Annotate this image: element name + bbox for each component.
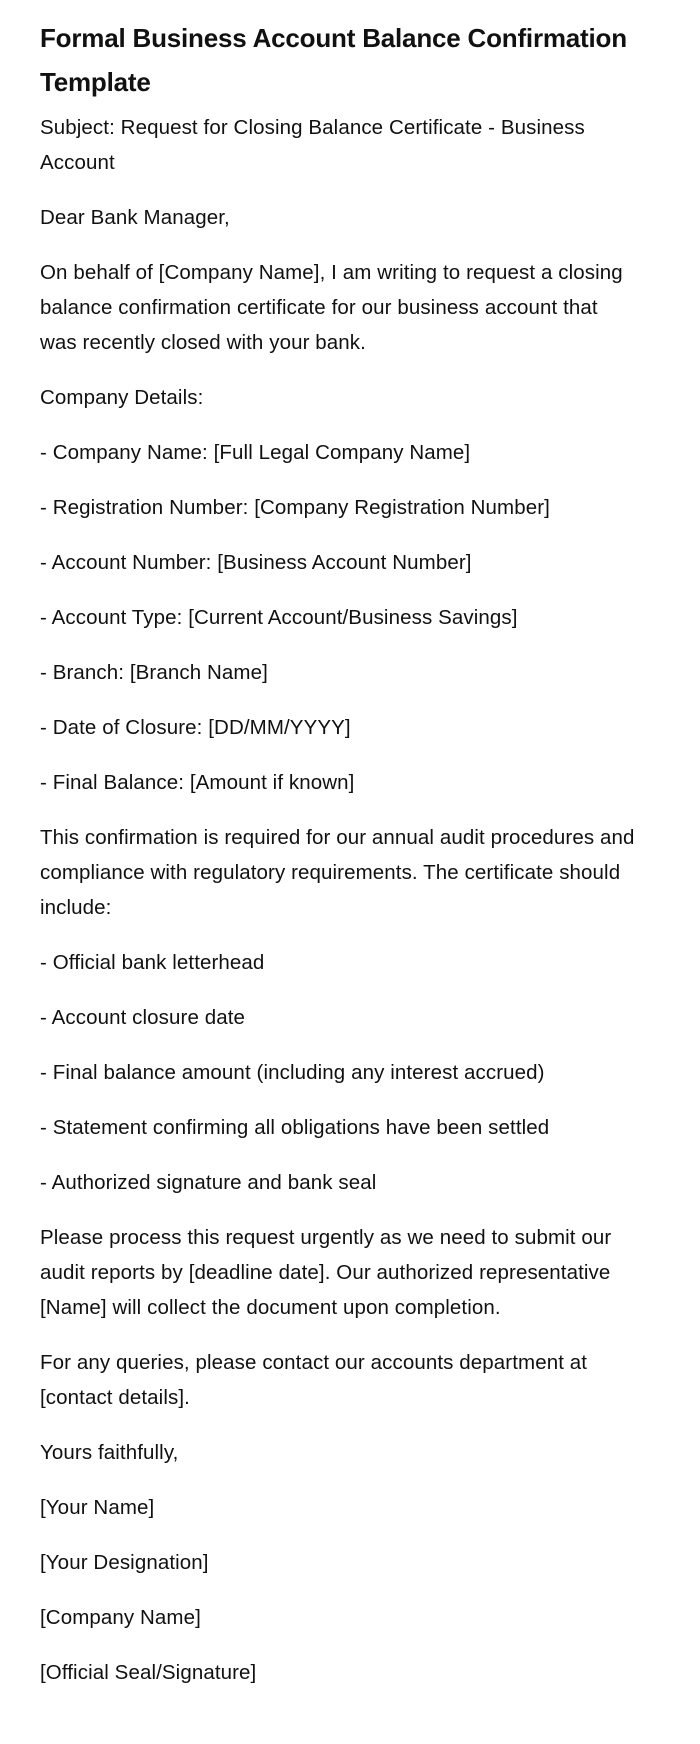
company-details-list xyxy=(40,435,640,800)
urgency-paragraph: Please process this request urgently as we need to submit our audit reports by [deadline date]. Our authorized representative [Name] will collect the document upon completion. xyxy=(40,1226,612,1319)
list-item: - Authorized signature and bank seal xyxy=(40,1171,377,1194)
closing-line: Yours faithfully, xyxy=(40,1441,179,1464)
list-item: - Statement confirming all obligations have been settled xyxy=(40,1116,550,1139)
list-item: - Final Balance: [Amount if known] xyxy=(40,771,355,794)
list-item: - Date of Closure: [DD/MM/YYYY] xyxy=(40,716,351,739)
letter-document xyxy=(40,16,640,1710)
signature-seal: [Official Seal/Signature] xyxy=(40,1661,257,1684)
list-item: - Final balance amount (including any interest accrued) xyxy=(40,1061,545,1084)
subject-line: Subject: Request for Closing Balance Certificate - Business Account xyxy=(40,116,585,174)
requirement-paragraph: This confirmation is required for our annual audit procedures and compliance with regulatory requirements. The certificate should include: xyxy=(40,826,635,919)
company-details-heading: Company Details: xyxy=(40,386,204,409)
list-item: - Registration Number: [Company Registration Number] xyxy=(40,496,550,519)
queries-paragraph: For any queries, please contact our accounts department at [contact details]. xyxy=(40,1351,588,1409)
document-title: Formal Business Account Balance Confirmation Template xyxy=(40,23,627,97)
intro-paragraph: On behalf of [Company Name], I am writing to request a closing balance confirmation certificate for our business account that was recently closed with your bank. xyxy=(40,261,623,354)
certificate-items-list xyxy=(40,945,640,1200)
salutation: Dear Bank Manager, xyxy=(40,206,230,229)
signature-company: [Company Name] xyxy=(40,1606,201,1629)
list-item: - Account closure date xyxy=(40,1006,246,1029)
signature-name: [Your Name] xyxy=(40,1496,155,1519)
list-item: - Account Type: [Current Account/Business Savings] xyxy=(40,606,518,629)
list-item: - Official bank letterhead xyxy=(40,951,265,974)
signature-designation: [Your Designation] xyxy=(40,1551,209,1574)
list-item: - Branch: [Branch Name] xyxy=(40,661,268,684)
list-item: - Account Number: [Business Account Number] xyxy=(40,551,472,574)
list-item: - Company Name: [Full Legal Company Name] xyxy=(40,441,471,464)
